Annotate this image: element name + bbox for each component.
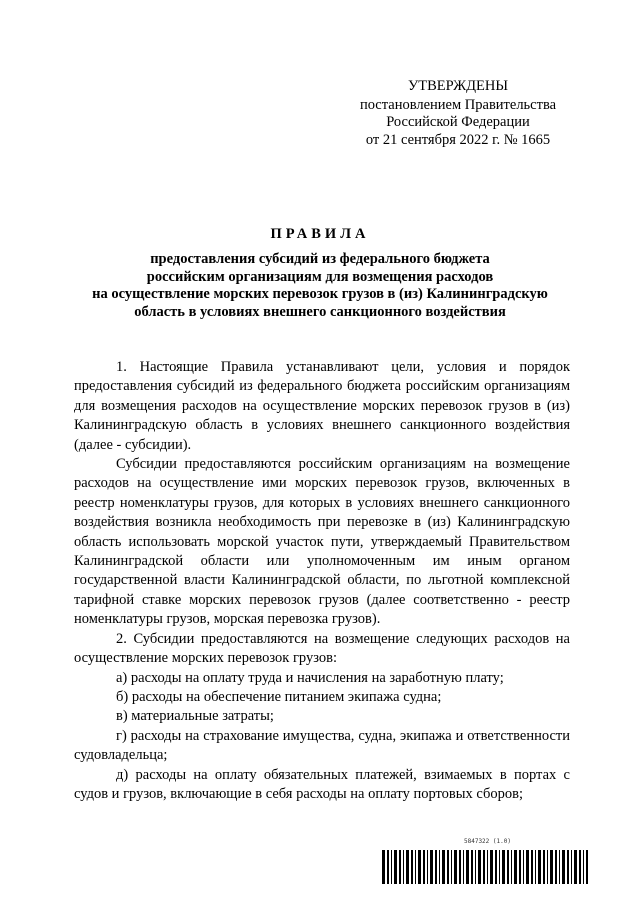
barcode-icon: [382, 850, 588, 884]
list-item-b: б) расходы на обеспечение питанием экипажа судна;: [116, 688, 442, 705]
list-item-a: а) расходы на оплату труда и начисления на заработную плату;: [116, 669, 504, 686]
document-title: ПРАВИЛА: [270, 226, 370, 242]
barcode-number: 5847322 (1.0): [464, 838, 511, 845]
approval-title: УТВЕРЖДЕНЫ: [407, 78, 509, 94]
subtitle-line: российским организациям для возмещения расходов: [146, 268, 494, 285]
approval-line: постановлением Правительства: [359, 96, 557, 113]
barcode-block: [382, 838, 588, 886]
subtitle-line: на осуществление морских перевозок грузов в (из) Калининградскую: [92, 286, 548, 302]
approval-line: Российской Федерации: [386, 114, 530, 130]
document-body: [74, 358, 570, 804]
document-subtitle: [60, 251, 580, 321]
list-item-v: в) материальные затраты;: [116, 708, 274, 725]
paragraph-subsidies: Субсидии предоставляются российским организациям на возмещение расходов на осуществление ими морских перевозок грузов, включенных в реестр номенклатуры грузов, для которых в условиях внешнего санкционного воздействия возникла необходимость при перевозке в (из) Калининградскую область использовать морской участок пути, утверждаемый Правительством Калининградской области или уполномоченным им иным органом государственной власти Калининградской области, по льготной комплексной тарифной ставке морских перевозок грузов (далее соответственно - реестр номенклатуры грузов, морская перевозка грузов).: [74, 456, 570, 628]
subtitle-line: предоставления субсидий из федерального бюджета: [150, 251, 490, 267]
list-item-d: д) расходы на оплату обязательных платежей, взимаемых в портах с судов и грузов, включающие в себя расходы на оплату портовых сборов;: [74, 766, 570, 802]
list-item-g: г) расходы на страхование имущества, судна, экипажа и ответственности судовладельца;: [74, 727, 570, 764]
paragraph-2: 2. Субсидии предоставляются на возмещение следующих расходов на осуществление морских перевозок грузов:: [74, 630, 570, 667]
approval-date-number: от 21 сентября 2022 г. № 1665: [365, 131, 551, 148]
paragraph-1: 1. Настоящие Правила устанавливают цели, условия и порядок предоставления субсидий из федерального бюджета российским организациям для возмещения расходов на осуществление морских перевозок грузов в (из) Калининградскую область в условиях внешнего санкционного воздействия (далее - субсидии).: [74, 359, 570, 453]
approval-block: [340, 78, 576, 149]
subtitle-line: область в условиях внешнего санкционного воздействия: [134, 303, 506, 320]
